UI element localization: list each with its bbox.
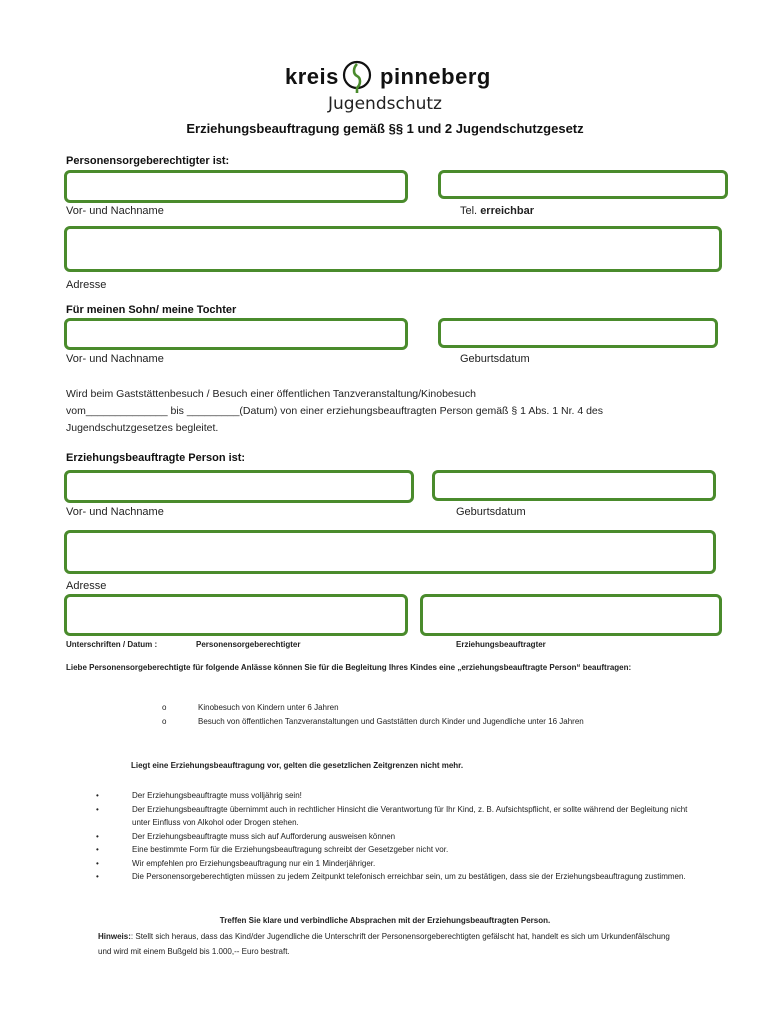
statement-line-2: vom______________ bis _________(Datum) von einer erziehungsbeauftragten Person gemäß § 1 Abs. 1 Nr. 4 des bbox=[66, 405, 604, 417]
child-heading: Für meinen Sohn/ meine Tochter bbox=[66, 304, 237, 316]
guardian-phone-label bbox=[460, 205, 534, 217]
guardian-name-field[interactable] bbox=[64, 170, 408, 203]
rule-bullet: • bbox=[96, 845, 99, 854]
logo-text-left: kreis bbox=[285, 64, 339, 89]
child-birthdate-field[interactable] bbox=[438, 318, 718, 348]
guardian-address-label: Adresse bbox=[66, 279, 107, 291]
guardian-phone-label-bold: erreichbar bbox=[480, 205, 534, 217]
guardian-name-label: Vor- und Nachname bbox=[66, 205, 164, 217]
person-address-label: Adresse bbox=[66, 580, 107, 592]
list-item bbox=[162, 715, 598, 729]
signatures-label: Unterschriften / Datum : bbox=[66, 640, 158, 649]
rule-text: Eine bestimmte Form für die Erziehungsbeauftragung schreibt der Gesetzgeber nicht vor. bbox=[132, 845, 449, 854]
logo-text-right: pinneberg bbox=[380, 64, 491, 89]
rule-bullet: • bbox=[96, 791, 99, 800]
list-item bbox=[96, 857, 698, 871]
rule-text: Der Erziehungsbeauftragte muss sich auf Aufforderung ausweisen können bbox=[132, 831, 396, 841]
guardian-phone-label-prefix: Tel. bbox=[460, 205, 481, 217]
person-birthdate-field[interactable] bbox=[432, 470, 716, 501]
statement bbox=[66, 386, 726, 437]
rule-text: Der Erziehungsbeauftragte übernimmt auch in rechtlicher Hinsicht die Verantwortung für Ihr Kind, z. B. Aufsichtspflicht, er sollte während der Begleitung nicht unter Einfluss von Alkohol oder Drogen stehen. bbox=[132, 804, 688, 827]
occasion-list bbox=[162, 701, 598, 728]
hint-label: Hinweis: bbox=[98, 932, 131, 941]
person-address-field[interactable] bbox=[64, 530, 716, 574]
occasion-marker: o bbox=[162, 716, 167, 726]
closing-note: Treffen Sie klare und verbindliche Absprachen mit der Erziehungsbeauftragten Person. bbox=[219, 916, 551, 925]
occasion-text: Besuch von öffentlichen Tanzveranstaltungen und Gaststätten durch Kinder und Jugendliche unter 16 Jahren bbox=[198, 716, 584, 726]
list-item bbox=[162, 701, 598, 715]
hint-text: : Stellt sich heraus, dass das Kind/der Jugendliche die Unterschrift der Personensorgeberechtigten gefälscht hat, handelt es sich um Urkundenfälschung und wird mit einem Bußgeld bis 1.000,-- Euro bestraft. bbox=[98, 932, 670, 956]
guardian-heading: Personensorgeberechtigter ist: bbox=[66, 155, 230, 167]
person-birthdate-label: Geburtsdatum bbox=[456, 506, 526, 518]
occasion-text: Kinobesuch von Kindern unter 6 Jahren bbox=[198, 703, 339, 712]
person-heading: Erziehungsbeauftragte Person ist: bbox=[66, 452, 246, 464]
guardian-phone-field[interactable] bbox=[438, 170, 728, 199]
kreis-pinneberg-logo-icon bbox=[340, 60, 376, 94]
list-item bbox=[96, 830, 698, 844]
child-name-label: Vor- und Nachname bbox=[66, 353, 164, 365]
person-signature-field[interactable] bbox=[420, 594, 722, 636]
info-intro: Liebe Personensorgeberechtigte für folgende Anlässe können Sie für die Begleitung Ihres Kindes eine „erziehungsbeauftragte Person“ beauftragen: bbox=[66, 663, 632, 672]
rule-text: Die Personensorgeberechtigten müssen zu jedem Zeitpunkt telefonisch erreichbar sein, um zu bestätigen, dass sie der Erziehungsbeauftragung zustimmen. bbox=[132, 872, 686, 881]
child-birthdate-label: Geburtsdatum bbox=[460, 353, 530, 365]
occasion-marker: o bbox=[162, 703, 167, 712]
rule-text: Wir empfehlen pro Erziehungsbeauftragung nur ein 1 Minderjähriger. bbox=[132, 858, 376, 868]
list-item bbox=[96, 843, 698, 857]
statement-line-3: Jugendschutzgesetzes begleitet. bbox=[66, 422, 219, 434]
statement-line-1: Wird beim Gaststättenbesuch / Besuch einer öffentlichen Tanzveranstaltung/Kinobesuch bbox=[66, 388, 476, 400]
limits-note: Liegt eine Erziehungsbeauftragung vor, gelten die gesetzlichen Zeitgrenzen nicht mehr. bbox=[131, 761, 464, 770]
child-name-field[interactable] bbox=[64, 318, 408, 350]
guardian-signature-label: Personensorgeberechtigter bbox=[196, 640, 301, 649]
person-name-label: Vor- und Nachname bbox=[66, 506, 164, 518]
list-item bbox=[96, 870, 698, 884]
guardian-address-field[interactable] bbox=[64, 226, 722, 272]
logo-subtitle: Jugendschutz bbox=[328, 94, 442, 114]
rule-bullet: • bbox=[96, 804, 99, 814]
person-signature-label: Erziehungsbeauftragter bbox=[456, 640, 546, 649]
list-item bbox=[96, 803, 698, 830]
person-name-field[interactable] bbox=[64, 470, 414, 503]
page-title: Erziehungsbeauftragung gemäß §§ 1 und 2 Jugendschutzgesetz bbox=[186, 121, 584, 136]
rule-bullet: • bbox=[96, 858, 99, 868]
rule-bullet: • bbox=[96, 831, 99, 841]
rule-bullet: • bbox=[96, 872, 99, 881]
rules-list bbox=[96, 789, 698, 884]
list-item bbox=[96, 789, 698, 803]
rule-text: Der Erziehungsbeauftragte muss volljährig sein! bbox=[132, 791, 302, 800]
hint bbox=[98, 929, 678, 959]
guardian-signature-field[interactable] bbox=[64, 594, 408, 636]
